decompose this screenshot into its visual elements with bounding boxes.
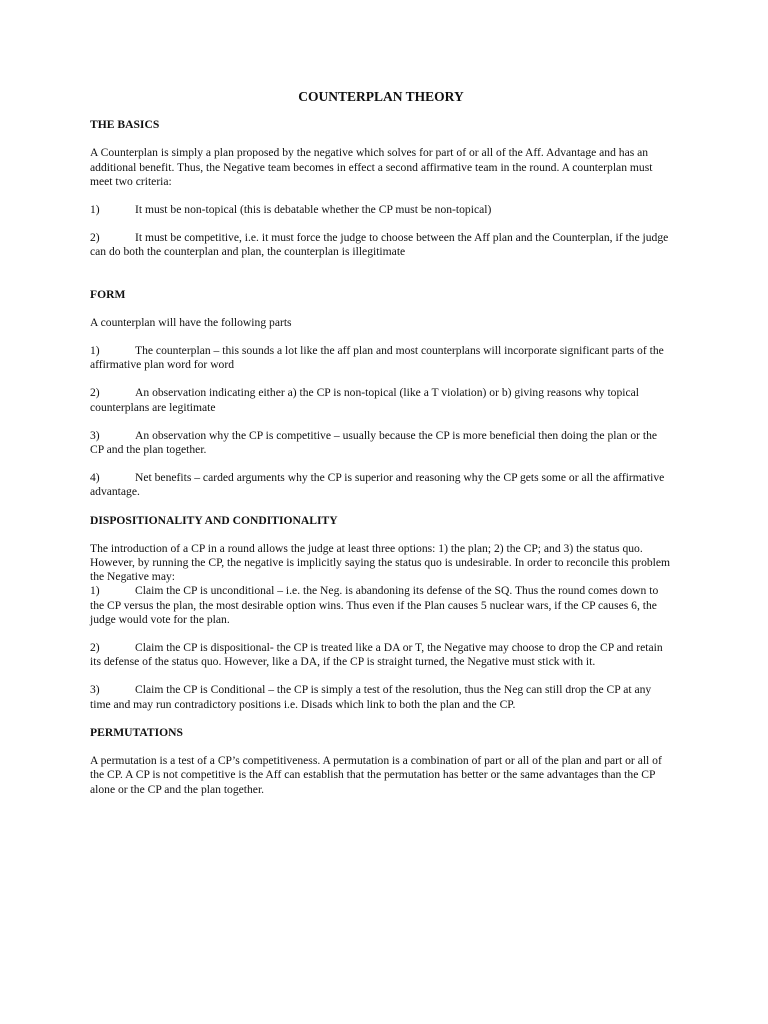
form-item-2 (90, 386, 672, 414)
document-title: COUNTERPLAN THEORY (298, 89, 464, 104)
heading-permutations: PERMUTATIONS (90, 725, 183, 739)
form-item-1 (90, 344, 672, 372)
list-text: The counterplan – this sounds a lot like the aff plan and most counterplans will incorporate significant parts of the affirmative plan word for word (90, 344, 664, 372)
heading-dispositionality: DISPOSITIONALITY AND CONDITIONALITY (90, 513, 338, 527)
document-page (90, 90, 672, 811)
list-number: 2) (90, 641, 100, 655)
basics-item-1 (90, 203, 672, 217)
basics-intro: A Counterplan is simply a plan proposed by the negative which solves for part of or all of the Aff. Advantage and has an additional benefit. Thus, the Negative team becomes in effect a second affirmative team in the round. A counterplan must meet two criteria: (90, 146, 653, 188)
list-text: Claim the CP is unconditional – i.e. the Neg. is abandoning its defense of the SQ. Thus the round comes down to the CP versus the plan, the most desirable option wins. Thus even if the Plan causes 5 nuclear wars, if the CP causes 6, the judge would vote for the plan. (90, 584, 659, 626)
permutations-text: A permutation is a test of a CP’s competitiveness. A permutation is a combination of part or all of the plan and part or all of the CP. A CP is not competitive is the Aff can establish that the permutation has better or the same advantages than the CP alone or the CP and the plan together. (90, 754, 662, 796)
list-text: It must be non-topical (this is debatable whether the CP must be non-topical) (135, 203, 492, 217)
dispo-item-1 (90, 584, 672, 627)
dispo-item-3 (90, 683, 672, 711)
form-item-3 (90, 429, 672, 457)
list-text: Claim the CP is dispositional- the CP is treated like a DA or T, the Negative may choose to drop the CP and retain its defense of the status quo. However, like a DA, if the CP is straight turned, the Negative must stick with it. (90, 641, 663, 669)
list-text: An observation why the CP is competitive – usually because the CP is more beneficial then doing the plan or the CP and the plan together. (90, 428, 658, 457)
basics-item-2 (90, 231, 672, 259)
list-number: 2) (90, 231, 100, 245)
dispo-item-2 (90, 641, 672, 669)
list-number: 3) (90, 428, 100, 442)
list-number: 3) (90, 683, 100, 697)
form-intro: A counterplan will have the following parts (90, 315, 292, 329)
list-number: 4) (90, 471, 100, 485)
list-text: Claim the CP is Conditional – the CP is simply a test of the resolution, thus the Neg can still drop the CP at any time and may run contradictory positions i.e. Disads which link to both the plan and the CP. (90, 683, 652, 711)
list-number: 1) (90, 344, 100, 358)
dispo-intro: The introduction of a CP in a round allows the judge at least three options: 1) the plan; 2) the CP; and 3) the status quo. However, by running the CP, the negative is implicitly saying the status quo is undesirable. In order to reconcile this problem the Negative may: (90, 541, 671, 584)
list-number: 1) (90, 584, 100, 598)
heading-the-basics: THE BASICS (90, 118, 160, 132)
list-text: Net benefits – carded arguments why the CP is superior and reasoning why the CP gets some or all the affirmative advantage. (90, 471, 665, 499)
list-number: 1) (90, 203, 100, 217)
list-text: An observation indicating either a) the CP is non-topical (like a T violation) or b) giving reasons why topical counterplans are legitimate (90, 386, 640, 414)
form-item-4 (90, 471, 672, 499)
list-text: It must be competitive, i.e. it must force the judge to choose between the Aff plan and the Counterplan, if the judge can do both the counterplan and plan, the counterplan is illegitimate (90, 231, 669, 259)
list-number: 2) (90, 386, 100, 400)
heading-form: FORM (90, 287, 126, 301)
